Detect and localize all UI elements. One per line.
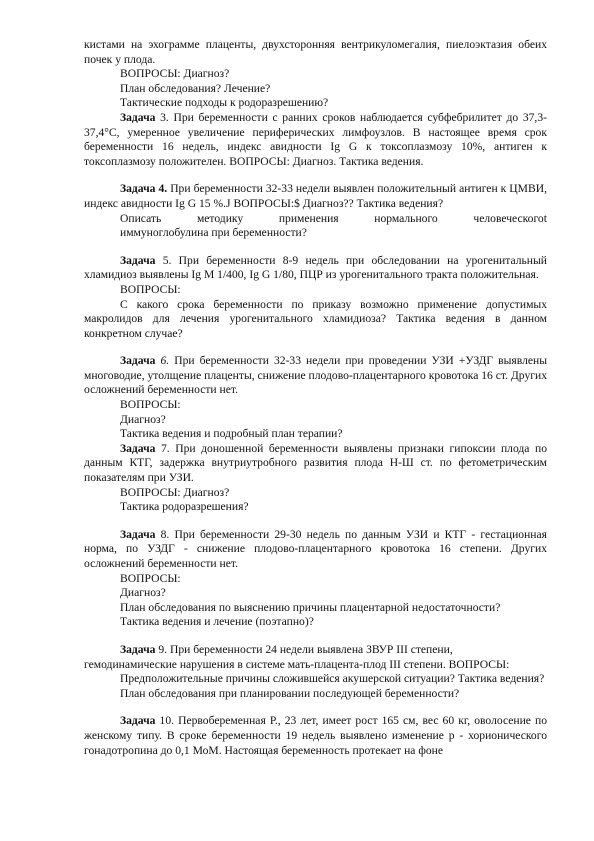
- task-label: Задача 4.: [120, 182, 168, 196]
- spacer: [84, 341, 547, 354]
- task-3: [84, 111, 547, 169]
- questions-line: План обследования? Лечение?: [120, 81, 271, 95]
- task-label: Задача: [120, 110, 156, 124]
- task-body: 5. При беременности 8-9 недель при обследовании на урогенитальный хламидиоз выявлены Ig M 1/400, Ig G 1/80, ПЦР из урогенитального тракта положительная.: [84, 253, 547, 282]
- document-page: [84, 38, 547, 758]
- task-7: [84, 442, 547, 486]
- task-number: 6.: [155, 354, 170, 368]
- task-4: [84, 182, 547, 211]
- word: применения: [278, 211, 339, 225]
- spacer: [84, 241, 547, 254]
- task-10: [84, 714, 547, 758]
- questions-line: План обследования при планировании последующей беременности?: [120, 686, 460, 700]
- questions-line: Тактика родоразрешения?: [120, 500, 249, 514]
- word: методику: [196, 211, 244, 225]
- task-5-question: С какого срока беременности по приказу возможно применение допустимых макролидов для лечения урогенитального хламидиоза? Тактика ведения в данном конкретном случае?: [84, 297, 547, 340]
- questions-line: Тактические подходы к родоразрешению?: [120, 96, 329, 110]
- questions-line: ВОПРОСЫ:: [120, 282, 181, 296]
- task-label: Задача: [120, 253, 156, 267]
- word: Описать: [120, 211, 162, 225]
- task-label: Задача: [120, 714, 156, 728]
- task-label: Задача: [120, 441, 156, 455]
- task-6: [84, 354, 547, 398]
- task-label: Задача: [120, 527, 156, 541]
- task-label: Задача: [120, 642, 156, 656]
- task-body: 9. При беременности 24 недели выявлена ЗВУР III степени, гемодинамические нарушения в системе мать-плацента-плод III степени. ВОПРОСЫ:: [84, 642, 510, 671]
- spacer: [84, 701, 547, 714]
- task-body: При беременности 32-33 недели выявлен положительный антиген к ЦМВИ, индекс авидности Ig G 15 %.J ВОПРОСЫ:$ Диагноз?? Тактика ведения?: [84, 182, 547, 210]
- questions-line: ВОПРОСЫ:: [120, 398, 181, 412]
- questions-line: Тактика ведения и подробный план терапии?: [120, 427, 343, 441]
- task-body: 8. При беременности 29-30 недель по данным УЗИ и КТГ - гестационная норма, по УЗДГ - снижение плодово-плацентарного кровотока 16 степени. Других осложнений беременности нет.: [84, 527, 547, 570]
- task-4-spread-line: [84, 212, 547, 227]
- questions-line: ВОПРОСЫ:: [120, 571, 181, 585]
- task-8: [84, 528, 547, 572]
- spacer: [84, 630, 547, 643]
- task-9: [84, 643, 547, 672]
- task-label: Задача: [120, 354, 156, 368]
- text-line: кистами на эхограмме плаценты, двухсторонняя вентрикуломегалия, пиелоэктазия обеих почек у плода.: [84, 38, 547, 66]
- task-body: 7. При доношенной беременности выявлены признаки гипоксии плода по данным КТГ, задержка внутриутробного развития плода Н-Ш ст. по фетометрическим показателям при УЗИ.: [84, 441, 547, 485]
- task-body: 3. При беременности с ранних сроков наблюдается субфебрилитет до 37,3-37,4°С, умеренное увеличение периферических лимфоузлов. В настоящее время срок беременности 16 недель, индекс авидности Ig G к токсоплазмозу 10%, антиген к токсоплазмозу положителен. ВОПРОСЫ: Диагноз. Тактика ведения.: [84, 110, 547, 168]
- questions-line: Тактика ведения и лечение (поэтапно)?: [120, 615, 314, 629]
- questions-line: План обследования по выяснению причины плацентарной недостаточности?: [120, 600, 501, 614]
- questions-line: Диагноз?: [120, 412, 166, 426]
- task-body: При беременности 32-33 недели при проведении УЗИ +УЗДГ выявлены многоводие, утолщение плаценты, снижение плодово-плацентарного кровотока 16 ст. Других осложнений беременности нет.: [84, 354, 547, 397]
- task-5: [84, 254, 547, 283]
- questions-line: ВОПРОСЫ: Диагноз?: [120, 485, 230, 499]
- spacer: [84, 169, 547, 182]
- word: нормального: [374, 211, 438, 225]
- task-9-question: Предположительные причины сложившейся акушерской ситуации? Тактика ведения?: [120, 672, 545, 686]
- task-body: 10. Первобеременная Р., 23 лет, имеет рост 165 см, вес 60 кг, оволосение по женскому типу. В сроке беременности 19 недель выявлено изменение р - хорионического гонадотропина до 0,1 МоМ. Настоящая беременность протекает на фоне: [84, 714, 547, 757]
- questions-line: ВОПРОСЫ: Диагноз?: [120, 67, 230, 81]
- spacer: [84, 515, 547, 528]
- questions-line: Диагноз?: [120, 586, 166, 600]
- task-4-tail: иммуноглобулина при беременности?: [120, 226, 307, 240]
- word: человеческогоt: [473, 211, 547, 225]
